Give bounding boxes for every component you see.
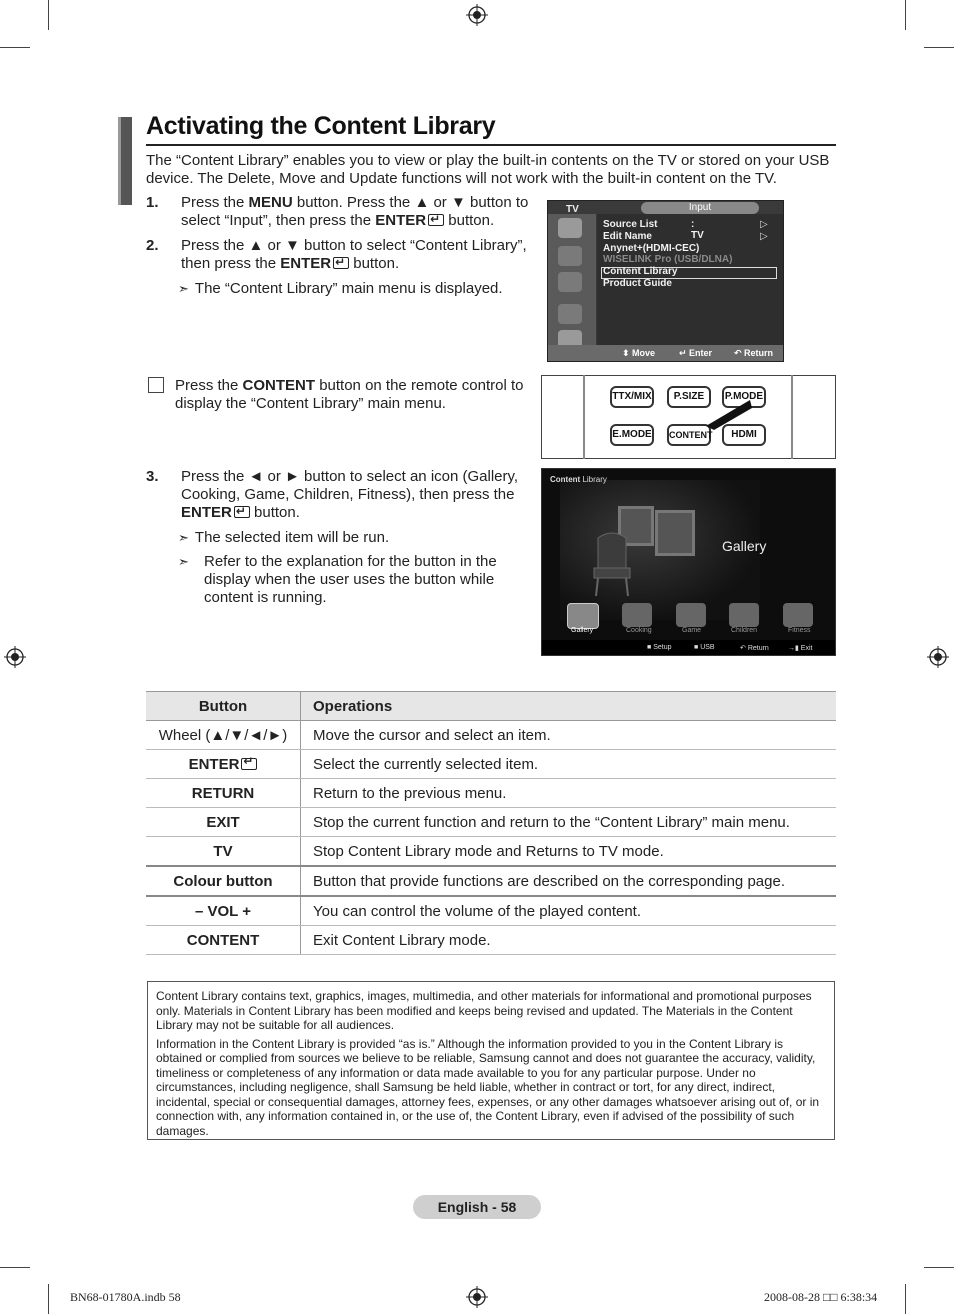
content-button-note: Press the CONTENT button on the remote control to display the “Content Library” main menu. (175, 377, 524, 412)
page-title: Activating the Content Library (146, 112, 496, 140)
gallery-icon[interactable] (567, 603, 599, 629)
crop-mark (0, 1267, 30, 1268)
operations-table (146, 691, 836, 955)
disclaimer-paragraph: Content Library contains text, graphics, images, multimedia, and other materials for informational and promotional purposes only. Materials in Content Library has been modified and keeps being revised and updated. The Materials in the Content Library may not be suitable for all audiences. (156, 989, 812, 1032)
cell-button: ENTER↵ (146, 750, 301, 779)
note-arrow-icon: ➣ (178, 281, 189, 296)
title-accent-bar (118, 117, 132, 205)
cl-footer-setup: ■ Setup (647, 644, 672, 651)
table-row (146, 721, 836, 750)
step-3-note-2: Refer to the explanation for the button in the display when the user uses the button while content is running. (204, 553, 497, 606)
cell-operation: Stop the current function and return to the “Content Library” main menu. (301, 808, 837, 837)
e-mode-button[interactable]: E.MODE (610, 424, 654, 446)
cl-icon-label: Gallery (571, 627, 594, 634)
header-button: Button (146, 692, 301, 721)
table-row (146, 779, 836, 808)
cl-icon-label: Game (682, 627, 702, 634)
enter-icon (241, 758, 257, 770)
content-button[interactable]: CONTENT (667, 424, 711, 446)
table-row (146, 808, 836, 837)
cell-button: Colour button (146, 866, 301, 896)
crop-mark (905, 0, 906, 30)
intro-paragraph: The “Content Library” enables you to view or play the built-in contents on the TV or stored on your USB device. The Delete, Move and Update functions will not work with the built-in content on the TV. (146, 152, 830, 187)
cell-button: Wheel (▲/▼/◄/►) (146, 721, 301, 750)
p-size-button[interactable]: P.SIZE (667, 386, 711, 408)
picture-frame-icon (655, 510, 695, 556)
osd-item-anynet[interactable]: Anynet+(HDMI-CEC) (603, 243, 700, 254)
cell-operation: Button that provide functions are described on the corresponding page. (301, 866, 837, 896)
osd-side-title: TV (566, 204, 579, 215)
arrow-right-icon: ▷ (760, 219, 768, 230)
title-rule (146, 144, 836, 146)
ttx-mix-button[interactable]: TTX/MIX (610, 386, 654, 408)
cl-selected-label: Gallery (722, 538, 767, 554)
hdmi-button[interactable]: HDMI (722, 424, 766, 446)
cl-icon-label: Children (731, 627, 758, 634)
step-number: 1. (146, 194, 159, 211)
step-3-note-1: ➣ The selected item will be run. (178, 529, 390, 546)
cl-footer-exit: →▮ Exit (788, 645, 813, 652)
channel-icon (558, 272, 582, 292)
cl-footer-return: ↶ Return (740, 645, 769, 652)
crop-mark (48, 0, 49, 30)
cl-footer-usb: ■ USB (694, 644, 715, 651)
step-number: 3. (146, 468, 159, 485)
children-icon[interactable] (729, 603, 759, 627)
enter-icon (234, 506, 250, 518)
table-row (146, 896, 836, 926)
osd-item-product-guide[interactable]: Product Guide (603, 278, 672, 289)
disclaimer-box (147, 981, 835, 1140)
p-mode-button[interactable]: P.MODE (722, 386, 766, 408)
cell-operation: You can control the volume of the played content. (301, 896, 837, 926)
registration-mark-icon (466, 4, 488, 26)
table-row (146, 837, 836, 867)
step-number: 2. (146, 237, 159, 254)
step-2-text: Press the ▲ or ▼ button to select “Content Library”, then press the ENTER↵ button. (181, 237, 531, 273)
cl-title: Content Library (550, 475, 607, 484)
cl-icon-label: Fitness (788, 627, 811, 634)
table-row (146, 866, 836, 896)
crop-mark (924, 47, 954, 48)
page-number: English - 58 (413, 1195, 541, 1219)
game-icon[interactable] (676, 603, 706, 627)
pointer-arrow-icon (704, 396, 754, 436)
print-slug-right: 2008-08-28 □□ 6:38:34 (764, 1290, 878, 1304)
osd-header: Input (641, 202, 759, 214)
cell-operation: Return to the previous menu. (301, 779, 837, 808)
sound-icon (558, 246, 582, 266)
crop-mark (924, 1267, 954, 1268)
step-1-text: Press the MENU button. Press the ▲ or ▼ button to select “Input”, then press the ENTER↵ button. (181, 194, 531, 230)
arrow-right-icon: ▷ (760, 231, 768, 242)
cell-button: TV (146, 837, 301, 867)
note-icon (148, 377, 164, 393)
osd-footer-enter: ↵ Enter (679, 348, 713, 358)
osd-item-content-library[interactable]: Content Library (603, 266, 678, 277)
enter-icon (333, 257, 349, 269)
note-arrow-icon: ➣ (178, 530, 189, 545)
crop-mark (905, 1284, 906, 1314)
note-arrow-icon: ➣ (178, 554, 189, 569)
cell-button: EXIT (146, 808, 301, 837)
cl-icon-label: Cooking (626, 627, 652, 634)
header-operations: Operations (301, 692, 837, 721)
osd-item-wiselink[interactable]: WISELINK Pro (USB/DLNA) (603, 254, 733, 265)
picture-icon (558, 218, 582, 238)
print-slug-left: BN68-01780A.indb 58 (70, 1290, 181, 1304)
enter-icon (428, 214, 444, 226)
fitness-icon[interactable] (783, 603, 813, 627)
crop-mark (0, 47, 30, 48)
table-row (146, 926, 836, 955)
osd-item-edit-name[interactable]: Edit Name (603, 231, 652, 242)
osd-footer-move: ⬍ Move (622, 348, 656, 358)
registration-mark-icon (4, 646, 26, 668)
cell-button: CONTENT (146, 926, 301, 955)
cell-operation: Exit Content Library mode. (301, 926, 837, 955)
armchair-icon (590, 528, 634, 598)
cooking-icon[interactable] (622, 603, 652, 627)
crop-mark (48, 1284, 49, 1314)
cell-button: – VOL + (146, 896, 301, 926)
registration-mark-icon (466, 1286, 488, 1308)
registration-mark-icon (927, 646, 949, 668)
disclaimer-paragraph: Information in the Content Library is provided “as is.” Although the information provided to you in the Content Library is obtained or complied from sources we believe to be reliable, Samsung cannot and does not guarantee the accuracy, validity, timeliness or completeness of any information or data made available to you for any particular purpose. Under no circumstances, including negligence, shall Samsung be held liable, whether in contract or tort, for any direct, indirect, incidental, special or consequential damages, attorney fees, expenses, or any other damages whatsoever arising out of, or in connection with, any information contained in, or the use of, the Content Library, even if advised of the possibility of such damages. (156, 1036, 820, 1138)
step-3-text: Press the ◄ or ► button to select an icon (Gallery, Cooking, Game, Children, Fitness), then press the ENTER↵ button. (181, 468, 531, 522)
cell-button: RETURN (146, 779, 301, 808)
osd-item-source-list[interactable]: Source List : TV (603, 219, 704, 241)
table-header-row (146, 692, 836, 721)
cell-operation: Select the currently selected item. (301, 750, 837, 779)
cell-operation: Move the cursor and select an item. (301, 721, 837, 750)
setup-icon (558, 304, 582, 324)
osd-footer-return: ↶ Return (734, 348, 774, 358)
step-2-note: ➣ The “Content Library” main menu is displayed. (178, 280, 503, 297)
table-row (146, 750, 836, 779)
cell-operation: Stop Content Library mode and Returns to TV mode. (301, 837, 837, 867)
